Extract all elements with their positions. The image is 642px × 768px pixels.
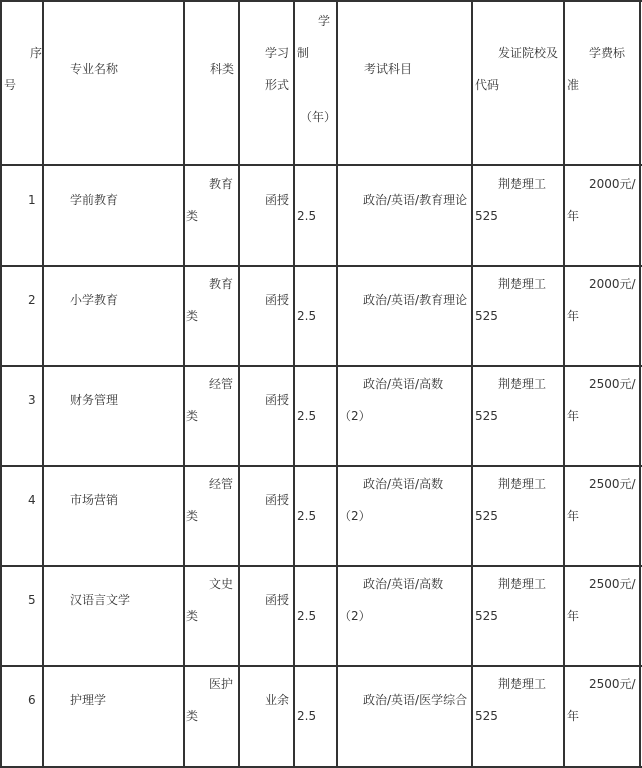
row-exam-line1: 政治/英语/教育理论 bbox=[363, 293, 468, 307]
row-school-line1: 荆楚理工 bbox=[498, 177, 547, 191]
row-mode: 函授 bbox=[265, 293, 290, 307]
row-exam-line1: 政治/英语/高数 bbox=[363, 377, 444, 391]
row-mode: 函授 bbox=[265, 193, 290, 207]
row-major: 学前教育 bbox=[70, 193, 119, 207]
row-school-line2: 525 bbox=[475, 209, 498, 223]
header-mode-line2: 形式 bbox=[265, 78, 290, 92]
header-mode-line1: 学习 bbox=[265, 46, 290, 60]
row-exam-line1: 政治/英语/教育理论 bbox=[363, 193, 468, 207]
row-major: 小学教育 bbox=[70, 293, 119, 307]
row-school-line1: 荆楚理工 bbox=[498, 377, 547, 391]
row-duration: 2.5 bbox=[297, 709, 317, 723]
row-category-line1: 经管 bbox=[209, 477, 234, 491]
row-exam-line1: 政治/英语/高数 bbox=[363, 577, 444, 591]
row-fee-line1: 2500元/ bbox=[589, 677, 636, 691]
row-school-line1: 荆楚理工 bbox=[498, 477, 547, 491]
row-category-line2: 类 bbox=[186, 409, 199, 423]
row-exam-line2: （2） bbox=[339, 509, 371, 523]
row-seq: 3 bbox=[28, 393, 36, 407]
row-category-line2: 类 bbox=[186, 709, 199, 723]
header-category: 科类 bbox=[210, 62, 235, 76]
row-fee-line1: 2500元/ bbox=[589, 477, 636, 491]
row-school-line1: 荆楚理工 bbox=[498, 277, 547, 291]
header-seq-line2: 号 bbox=[4, 78, 17, 92]
row-fee-line2: 年 bbox=[567, 609, 580, 623]
header-fee-line2: 准 bbox=[567, 78, 580, 92]
row-school-line2: 525 bbox=[475, 409, 498, 423]
row-school-line1: 荆楚理工 bbox=[498, 577, 547, 591]
row-fee-line2: 年 bbox=[567, 709, 580, 723]
row-exam-line2: （2） bbox=[339, 609, 371, 623]
row-mode: 函授 bbox=[265, 593, 290, 607]
header-school-line2: 代码 bbox=[475, 78, 500, 92]
row-exam-line1: 政治/英语/医学综合 bbox=[363, 693, 468, 707]
row-fee-line1: 2000元/ bbox=[589, 277, 636, 291]
row-fee-line2: 年 bbox=[567, 309, 580, 323]
row-school-line2: 525 bbox=[475, 309, 498, 323]
row-category-line1: 文史 bbox=[209, 577, 234, 591]
row-fee-line1: 2500元/ bbox=[589, 377, 636, 391]
header-duration-line1: 学 bbox=[318, 14, 331, 28]
row-exam-line1: 政治/英语/高数 bbox=[363, 477, 444, 491]
row-major: 汉语言文学 bbox=[70, 593, 131, 607]
row-category-line2: 类 bbox=[186, 209, 199, 223]
row-duration: 2.5 bbox=[297, 309, 317, 323]
row-mode: 函授 bbox=[265, 393, 290, 407]
header-seq-line1: 序 bbox=[30, 46, 43, 60]
row-category-line2: 类 bbox=[186, 309, 199, 323]
row-duration: 2.5 bbox=[297, 509, 317, 523]
row-duration: 2.5 bbox=[297, 209, 317, 223]
row-fee-line1: 2000元/ bbox=[589, 177, 636, 191]
row-major: 财务管理 bbox=[70, 393, 119, 407]
row-school-line2: 525 bbox=[475, 609, 498, 623]
header-major: 专业名称 bbox=[70, 62, 119, 76]
row-duration: 2.5 bbox=[297, 409, 317, 423]
row-category-line1: 教育 bbox=[209, 177, 234, 191]
row-category-line1: 医护 bbox=[209, 677, 234, 691]
row-seq: 4 bbox=[28, 493, 36, 507]
row-category-line2: 类 bbox=[186, 509, 199, 523]
row-major: 市场营销 bbox=[70, 493, 119, 507]
header-school-line1: 发证院校及 bbox=[498, 46, 559, 60]
row-school-line2: 525 bbox=[475, 709, 498, 723]
row-seq: 6 bbox=[28, 693, 36, 707]
header-duration-line3: （年） bbox=[300, 110, 337, 124]
row-fee-line2: 年 bbox=[567, 409, 580, 423]
row-exam-line2: （2） bbox=[339, 409, 371, 423]
row-mode: 业余 bbox=[265, 693, 290, 707]
row-fee-line2: 年 bbox=[567, 509, 580, 523]
row-category-line1: 经管 bbox=[209, 377, 234, 391]
row-mode: 函授 bbox=[265, 493, 290, 507]
row-fee-line2: 年 bbox=[567, 209, 580, 223]
row-seq: 2 bbox=[28, 293, 36, 307]
row-category-line1: 教育 bbox=[209, 277, 234, 291]
row-seq: 5 bbox=[28, 593, 36, 607]
row-category-line2: 类 bbox=[186, 609, 199, 623]
row-major: 护理学 bbox=[70, 693, 107, 707]
row-duration: 2.5 bbox=[297, 609, 317, 623]
header-fee-line1: 学费标 bbox=[589, 46, 626, 60]
row-school-line2: 525 bbox=[475, 509, 498, 523]
header-duration-line2: 制 bbox=[297, 46, 310, 60]
row-fee-line1: 2500元/ bbox=[589, 577, 636, 591]
header-exam: 考试科目 bbox=[364, 62, 413, 76]
row-seq: 1 bbox=[28, 193, 36, 207]
row-school-line1: 荆楚理工 bbox=[498, 677, 547, 691]
